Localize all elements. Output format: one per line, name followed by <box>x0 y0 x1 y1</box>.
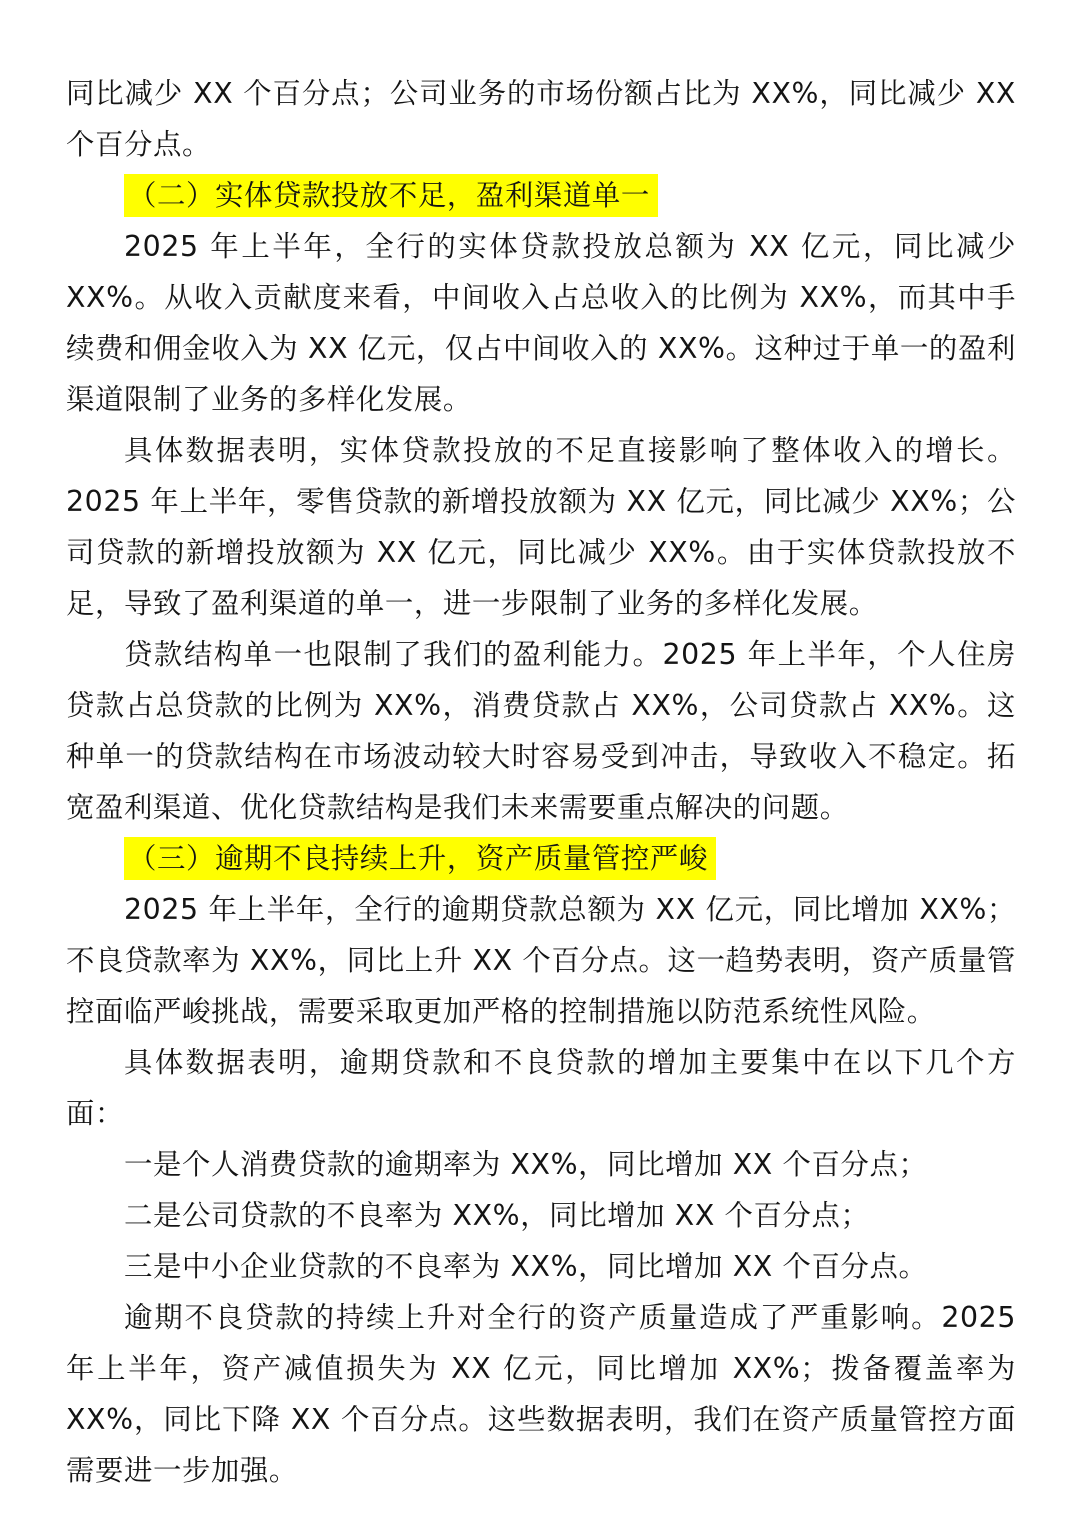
section3-list-item-1: 一是个人消费贷款的逾期率为 XX%，同比增加 XX 个百分点； <box>124 1148 928 1181</box>
section2-paragraph-1: 2025 年上半年，全行的实体贷款投放总额为 XX 亿元，同比减少 XX%。从收入贡献度来看，中间收入占总收入的比例为 XX%，而其中手续费和佣金收入为 XX 亿元，仅占中间收入的 XX%。这种过于单一的盈利渠道限制了业务的多样化发展。 <box>66 230 1016 416</box>
section3-paragraph-3: 逾期不良贷款的持续上升对全行的资产质量造成了严重影响。2025 年上半年，资产减值损失为 XX 亿元，同比增加 XX%；拨备覆盖率为 XX%，同比下降 XX 个百分点。这些数据表明，我们在资产质量管控方面需要进一步加强。 <box>66 1301 1016 1487</box>
section2-paragraph-2: 具体数据表明，实体贷款投放的不足直接影响了整体收入的增长。2025 年上半年，零售贷款的新增投放额为 XX 亿元，同比减少 XX%；公司贷款的新增投放额为 XX 亿元，同比减少 XX%。由于实体贷款投放不足，导致了盈利渠道的单一，进一步限制了业务的多样化发展。 <box>66 434 1016 620</box>
section-heading-2 <box>66 170 1016 221</box>
section-heading-3-text: （三）逾期不良持续上升，资产质量管控严峻 <box>124 837 716 880</box>
section2-paragraph-3: 贷款结构单一也限制了我们的盈利能力。2025 年上半年，个人住房贷款占总贷款的比例为 XX%，消费贷款占 XX%，公司贷款占 XX%。这种单一的贷款结构在市场波动较大时容易受到冲击，导致收入不稳定。拓宽盈利渠道、优化贷款结构是我们未来需要重点解决的问题。 <box>66 638 1016 824</box>
section3-paragraph-2: 具体数据表明，逾期贷款和不良贷款的增加主要集中在以下几个方面： <box>66 1046 1016 1130</box>
section-heading-2-text: （二）实体贷款投放不足，盈利渠道单一 <box>124 174 658 217</box>
section3-list-item-3: 三是中小企业贷款的不良率为 XX%，同比增加 XX 个百分点。 <box>124 1250 928 1283</box>
intro-paragraph: 同比减少 XX 个百分点；公司业务的市场份额占比为 XX%，同比减少 XX 个百分点。 <box>66 77 1016 161</box>
section-heading-3 <box>66 833 1016 884</box>
section3-paragraph-1: 2025 年上半年，全行的逾期贷款总额为 XX 亿元，同比增加 XX%；不良贷款率为 XX%，同比上升 XX 个百分点。这一趋势表明，资产质量管控面临严峻挑战，需要采取更加严格的控制措施以防范系统性风险。 <box>66 893 1016 1028</box>
section3-list-item-2: 二是公司贷款的不良率为 XX%，同比增加 XX 个百分点； <box>124 1199 870 1232</box>
